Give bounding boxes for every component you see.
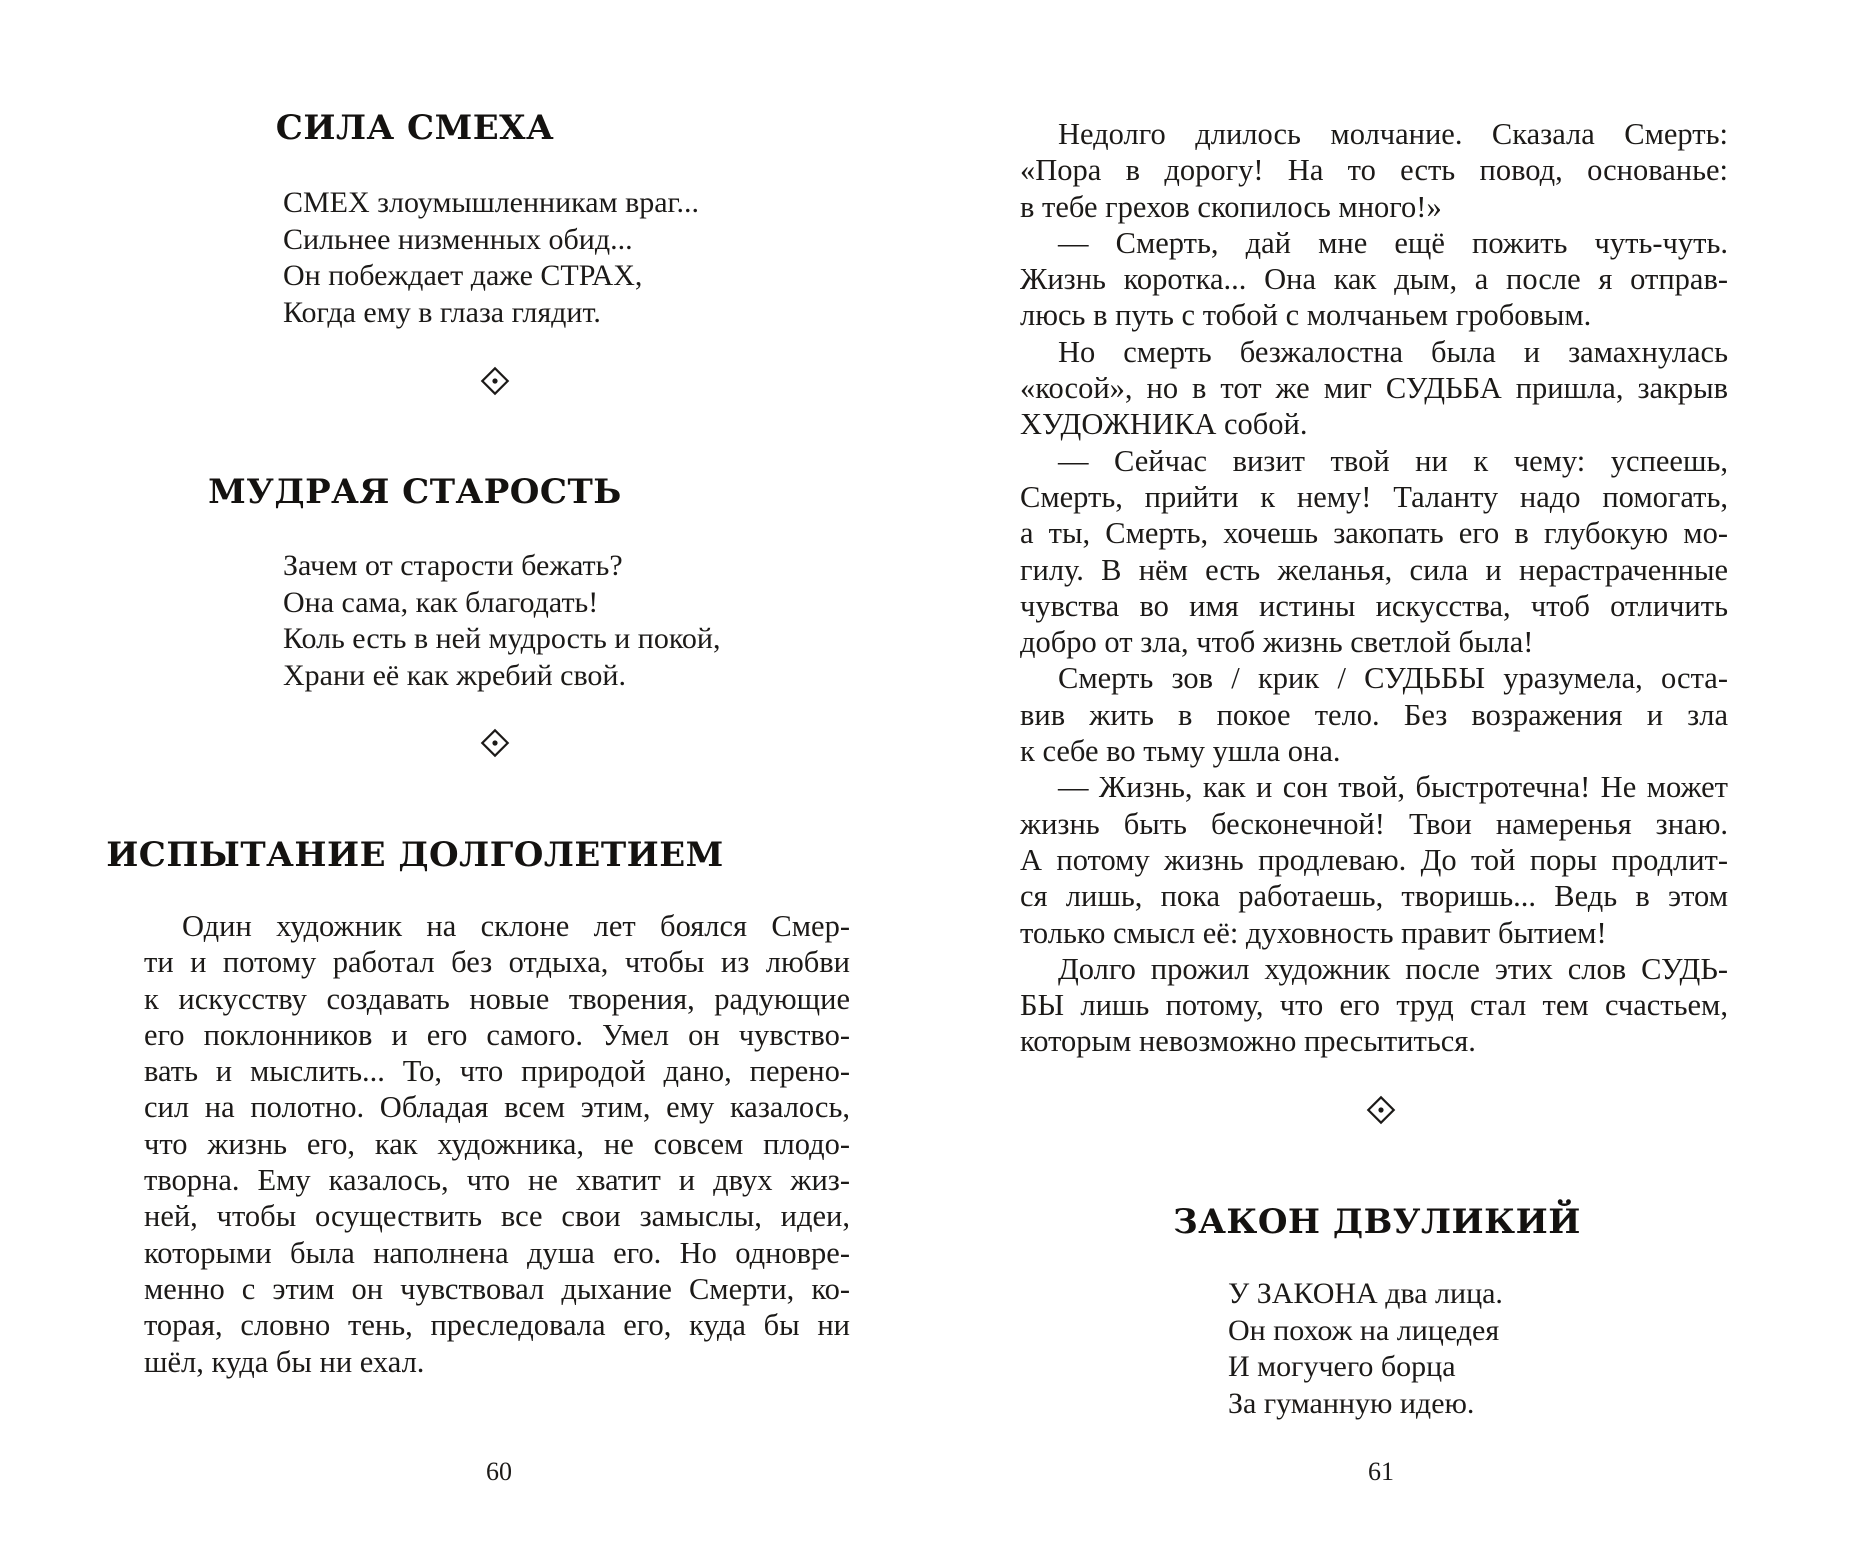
poem-line: Когда ему в глаза глядит.: [283, 295, 601, 329]
section-title-sila-smekha: СИЛА СМЕХА: [275, 108, 555, 148]
prose-line: вив жить в покое тело. Без возражения и зла: [1020, 697, 1728, 732]
poem-line: Она сама, как благодать!: [283, 585, 599, 619]
prose-line: вать и мыслить... То, что природой дано, перено-: [144, 1054, 850, 1089]
prose-line: менно с этим он чувствовал дыхание Смерти, ко-: [144, 1271, 850, 1306]
page-number: 60: [486, 1457, 512, 1486]
poem-sila-smekha: [283, 185, 699, 331]
prose-line: к себе во тьму ушла она.: [1020, 734, 1341, 769]
diamond-dot-ornament-icon: [480, 366, 510, 396]
poem-line: Храни её как жребий свой.: [283, 658, 626, 692]
prose-line: торая, словно тень, преследовала его, куда бы ни: [144, 1308, 850, 1343]
story-ispytanie-dolgoletiem: [144, 908, 850, 1380]
prose-line: ся лишь, пока работаешь, творишь... Ведь в этом: [1020, 879, 1728, 914]
prose-line: Жизнь коротка... Она как дым, а после я отправ-: [1020, 262, 1728, 297]
poem-line: Сильнее низменных обид...: [283, 222, 633, 256]
prose-line: люсь в путь с тобой с молчаньем гробовым.: [1020, 298, 1592, 333]
page-number: 61: [1368, 1457, 1394, 1486]
prose-line: гилу. В нём есть желанья, сила и нерастраченные: [1020, 552, 1728, 587]
poem-line: И могучего борца: [1228, 1350, 1456, 1383]
prose-line: — Жизнь, как и сон твой, быстротечна! Не может: [1058, 770, 1728, 805]
prose-line: которыми была наполнена душа его. Но одновре-: [144, 1235, 850, 1270]
poem-line: СМЕХ злоумышленникам враг...: [283, 186, 699, 219]
diamond-dot-ornament-icon: [480, 728, 510, 758]
poem-mudraya-starost: [283, 548, 720, 694]
prose-line: а ты, Смерть, хочешь закопать его в глубокую мо-: [1020, 516, 1728, 551]
diamond-dot-ornament-icon: [1366, 1095, 1396, 1125]
prose-line: Но смерть безжалостна была и замахнулась: [1058, 334, 1728, 369]
prose-line: добро от зла, чтоб жизнь светлой была!: [1020, 625, 1534, 660]
poem-line: Зачем от старости бежать?: [283, 549, 623, 582]
section-title-ispytanie-dolgoletiem: ИСПЫТАНИЕ ДОЛГОЛЕТИЕМ: [106, 835, 724, 875]
prose-line: в тебе грехов скопилось много!»: [1020, 189, 1442, 224]
prose-line: — Сейчас визит твой ни к чему: успеешь,: [1058, 443, 1728, 478]
right-page: [932, 0, 1864, 1557]
poem-line: Он побеждает даже СТРАХ,: [283, 259, 643, 292]
prose-line: творна. Ему казалось, что не хватит и двух жиз-: [144, 1163, 850, 1198]
prose-line: ней, чтобы осуществить все свои замыслы, идеи,: [144, 1199, 850, 1234]
prose-line: «Пора в дорогу! На то есть повод, основанье:: [1020, 153, 1728, 188]
prose-line: что жизнь его, как художника, не совсем плодо-: [144, 1126, 850, 1161]
prose-line: А потому жизнь продлеваю. До той поры продлит-: [1020, 842, 1728, 877]
prose-line: ти и потому работал без отдыха, чтобы из любви: [144, 945, 850, 980]
prose-line: его поклонников и его самого. Умел он чувство-: [144, 1017, 850, 1052]
poem-line: Он похож на лицедея: [1228, 1313, 1500, 1347]
prose-line: Смерть зов / крик / СУДЬБЫ уразумела, оста-: [1058, 661, 1728, 696]
prose-line: БЫ лишь потому, что его труд стал тем счастьем,: [1020, 988, 1728, 1023]
prose-line: сил на полотно. Обладая всем этим, ему казалось,: [144, 1090, 850, 1125]
prose-line: только смысл её: духовность правит бытием!: [1020, 915, 1607, 950]
section-title-mudraya-starost: МУДРАЯ СТАРОСТЬ: [208, 472, 622, 512]
prose-line: которым невозможно пресытиться.: [1020, 1024, 1476, 1059]
prose-line: «косой», но в тот же миг СУДЬБА пришла, закрыв: [1020, 371, 1728, 406]
prose-line: Недолго длилось молчание. Сказала Смерть:: [1058, 117, 1728, 151]
prose-line: к искусству создавать новые творения, радующие: [144, 981, 850, 1016]
prose-line: шёл, куда бы ни ехал.: [144, 1344, 425, 1379]
poem-zakon-dvulikiy: [1228, 1276, 1503, 1422]
prose-line: Один художник на склоне лет боялся Смер-: [182, 909, 850, 943]
prose-line: Смерть, прийти к нему! Таланту надо помогать,: [1020, 479, 1728, 514]
story-continuation: [1020, 116, 1728, 1060]
prose-line: жизнь быть бесконечной! Твои намеренья знаю.: [1020, 806, 1728, 841]
prose-line: чувства во имя истины искусства, чтоб отличить: [1020, 588, 1728, 623]
prose-line: ХУДОЖНИКА собой.: [1020, 407, 1308, 442]
poem-line: У ЗАКОНА два лица.: [1228, 1277, 1503, 1310]
poem-line: Коль есть в ней мудрость и покой,: [283, 622, 721, 655]
prose-line: — Смерть, дай мне ещё пожить чуть-чуть.: [1058, 225, 1728, 260]
section-title-zakon-dvulikiy: ЗАКОН ДВУЛИКИЙ: [1173, 1202, 1581, 1242]
prose-line: Долго прожил художник после этих слов СУДЬ-: [1058, 951, 1728, 986]
poem-line: За гуманную идею.: [1228, 1386, 1475, 1420]
